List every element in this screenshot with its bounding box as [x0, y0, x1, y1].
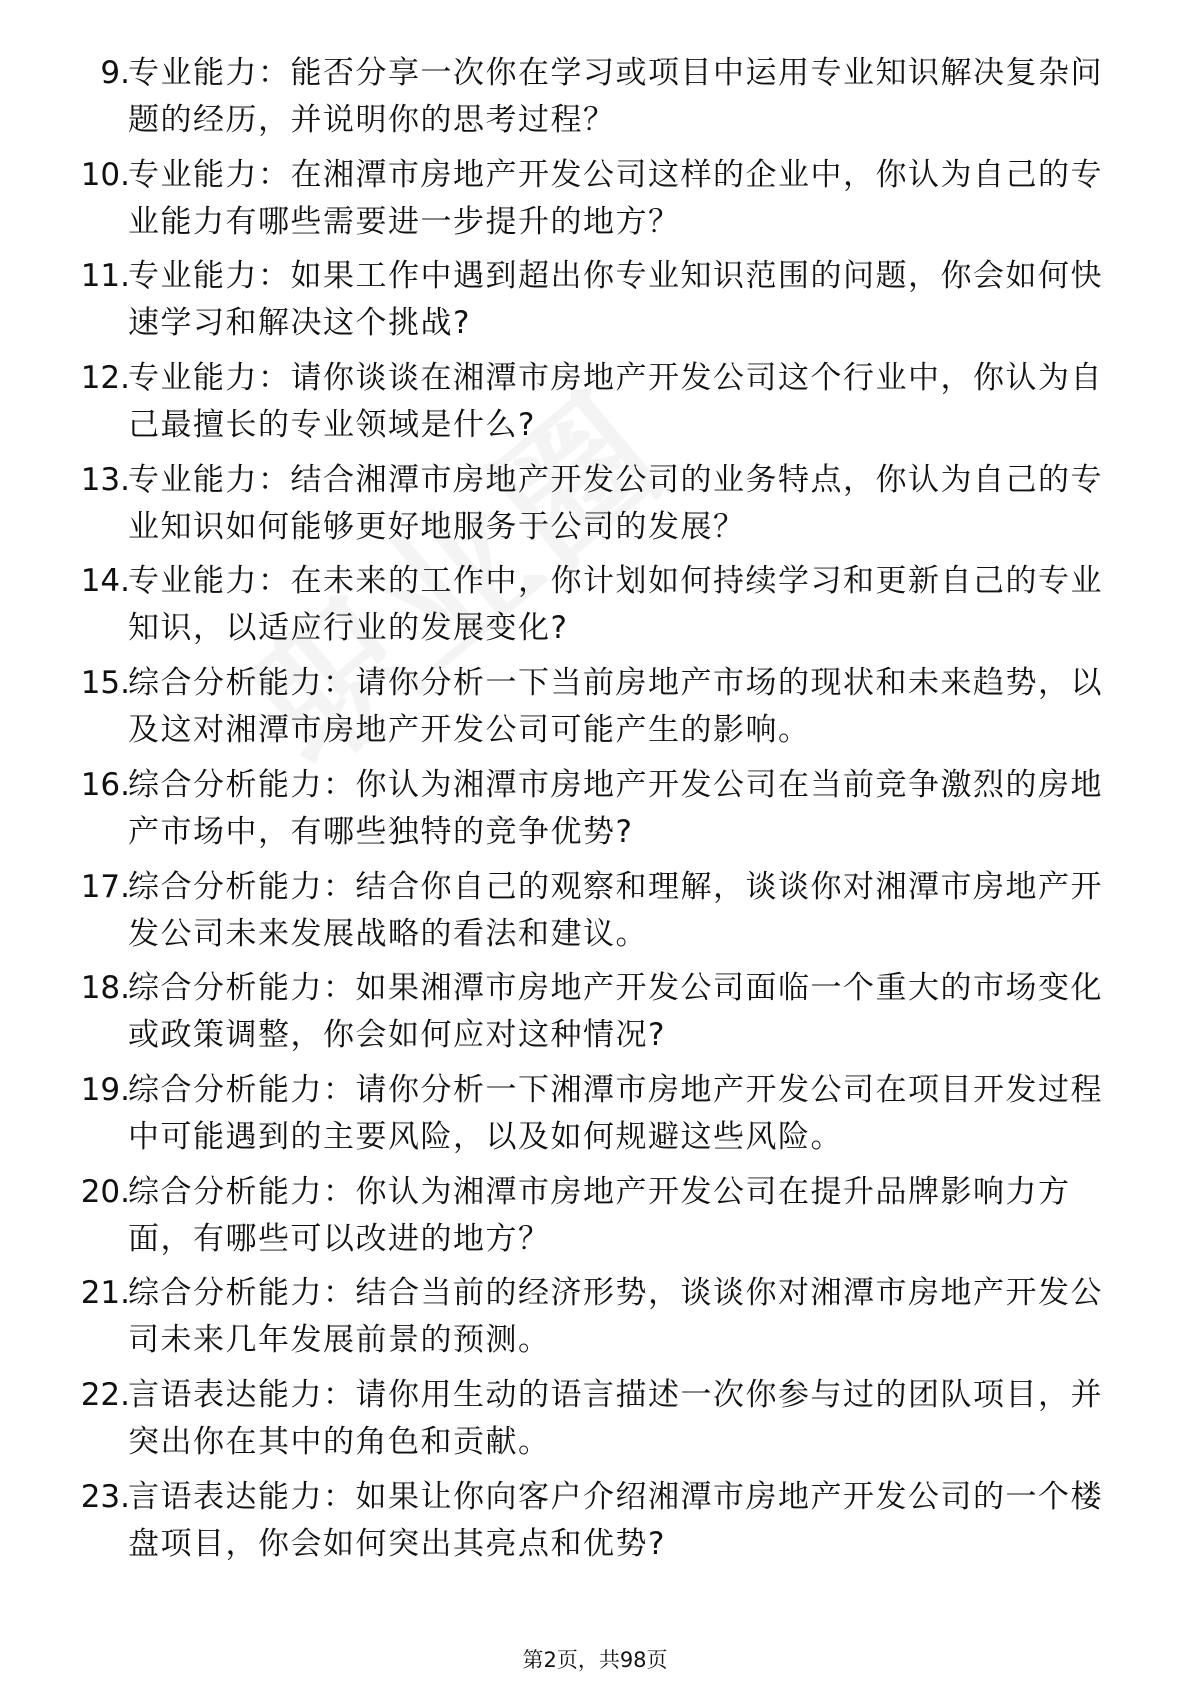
question-item	[0, 660, 1190, 762]
question-item	[0, 762, 1190, 864]
question-text: 综合分析能力：结合当前的经济形势，谈谈你对湘潭市房地产开发公司未来几年发展前景的预测。	[128, 1275, 1103, 1359]
question-text: 言语表达能力：如果让你向客户介绍湘潭市房地产开发公司的一个楼盘项目，你会如何突出其亮点和优势?	[128, 1478, 1103, 1562]
question-item	[0, 558, 1190, 660]
question-item	[0, 965, 1190, 1067]
question-item	[0, 864, 1190, 966]
question-text: 综合分析能力：结合你自己的观察和理解，谈谈你对湘潭市房地产开发公司未来发展战略的看法和建议。	[128, 868, 1103, 952]
question-number: 20.	[80, 1173, 130, 1210]
question-number: 19.	[80, 1071, 130, 1108]
question-item	[0, 253, 1190, 355]
page-footer	[0, 1648, 1190, 1672]
question-text: 综合分析能力：你认为湘潭市房地产开发公司在提升品牌影响力方面，有哪些可以改进的地方？	[128, 1173, 1071, 1257]
question-text: 专业能力：请你谈谈在湘潭市房地产开发公司这个行业中，你认为自己最擅长的专业领域是什么?	[128, 360, 1103, 444]
question-number: 22.	[80, 1376, 130, 1413]
question-text: 专业能力：结合湘潭市房地产开发公司的业务特点，你认为自己的专业知识如何能够更好地服务于公司的发展？	[128, 461, 1103, 545]
question-number: 14.	[80, 563, 130, 600]
question-item	[0, 355, 1190, 457]
question-text: 专业能力：在未来的工作中，你计划如何持续学习和更新自己的专业知识，以适应行业的发展变化?	[128, 563, 1103, 647]
question-number: 17.	[80, 868, 130, 905]
question-item	[0, 1474, 1190, 1576]
question-item	[0, 1169, 1190, 1271]
question-number: 10.	[80, 156, 130, 193]
question-item	[0, 1270, 1190, 1372]
question-item	[0, 1067, 1190, 1169]
question-item	[0, 457, 1190, 559]
question-number: 11.	[80, 258, 130, 295]
question-item	[0, 152, 1190, 254]
question-text: 综合分析能力：如果湘潭市房地产开发公司面临一个重大的市场变化或政策调整，你会如何应对这种情况?	[128, 970, 1103, 1054]
question-text: 综合分析能力：请你分析一下当前房地产市场的现状和未来趋势，以及这对湘潭市房地产开发公司可能产生的影响。	[128, 665, 1103, 749]
question-text: 综合分析能力：请你分析一下湘潭市房地产开发公司在项目开发过程中可能遇到的主要风险，以及如何规避这些风险。	[128, 1071, 1103, 1155]
question-number: 9.	[100, 55, 130, 91]
question-number: 16.	[80, 766, 130, 803]
question-number: 15.	[80, 665, 130, 702]
question-list	[0, 50, 1190, 1575]
question-item	[0, 1372, 1190, 1474]
question-text: 综合分析能力：你认为湘潭市房地产开发公司在当前竞争激烈的房地产市场中，有哪些独特的竞争优势?	[128, 766, 1103, 850]
question-number: 18.	[80, 970, 130, 1007]
question-number: 13.	[80, 461, 130, 498]
question-number: 21.	[80, 1275, 130, 1312]
question-text: 专业能力：如果工作中遇到超出你专业知识范围的问题，你会如何快速学习和解决这个挑战?	[128, 258, 1103, 342]
question-number: 23.	[80, 1478, 130, 1515]
question-item	[0, 50, 1190, 152]
question-text: 专业能力：能否分享一次你在学习或项目中运用专业知识解决复杂问题的经历，并说明你的思考过程？	[128, 55, 1103, 138]
question-number: 12.	[80, 360, 130, 397]
question-text: 专业能力：在湘潭市房地产开发公司这样的企业中，你认为自己的专业能力有哪些需要进一步提升的地方？	[128, 156, 1103, 240]
page-indicator: 第2页，共98页	[522, 1648, 668, 1672]
question-text: 言语表达能力：请你用生动的语言描述一次你参与过的团队项目，并突出你在其中的角色和贡献。	[128, 1376, 1103, 1460]
